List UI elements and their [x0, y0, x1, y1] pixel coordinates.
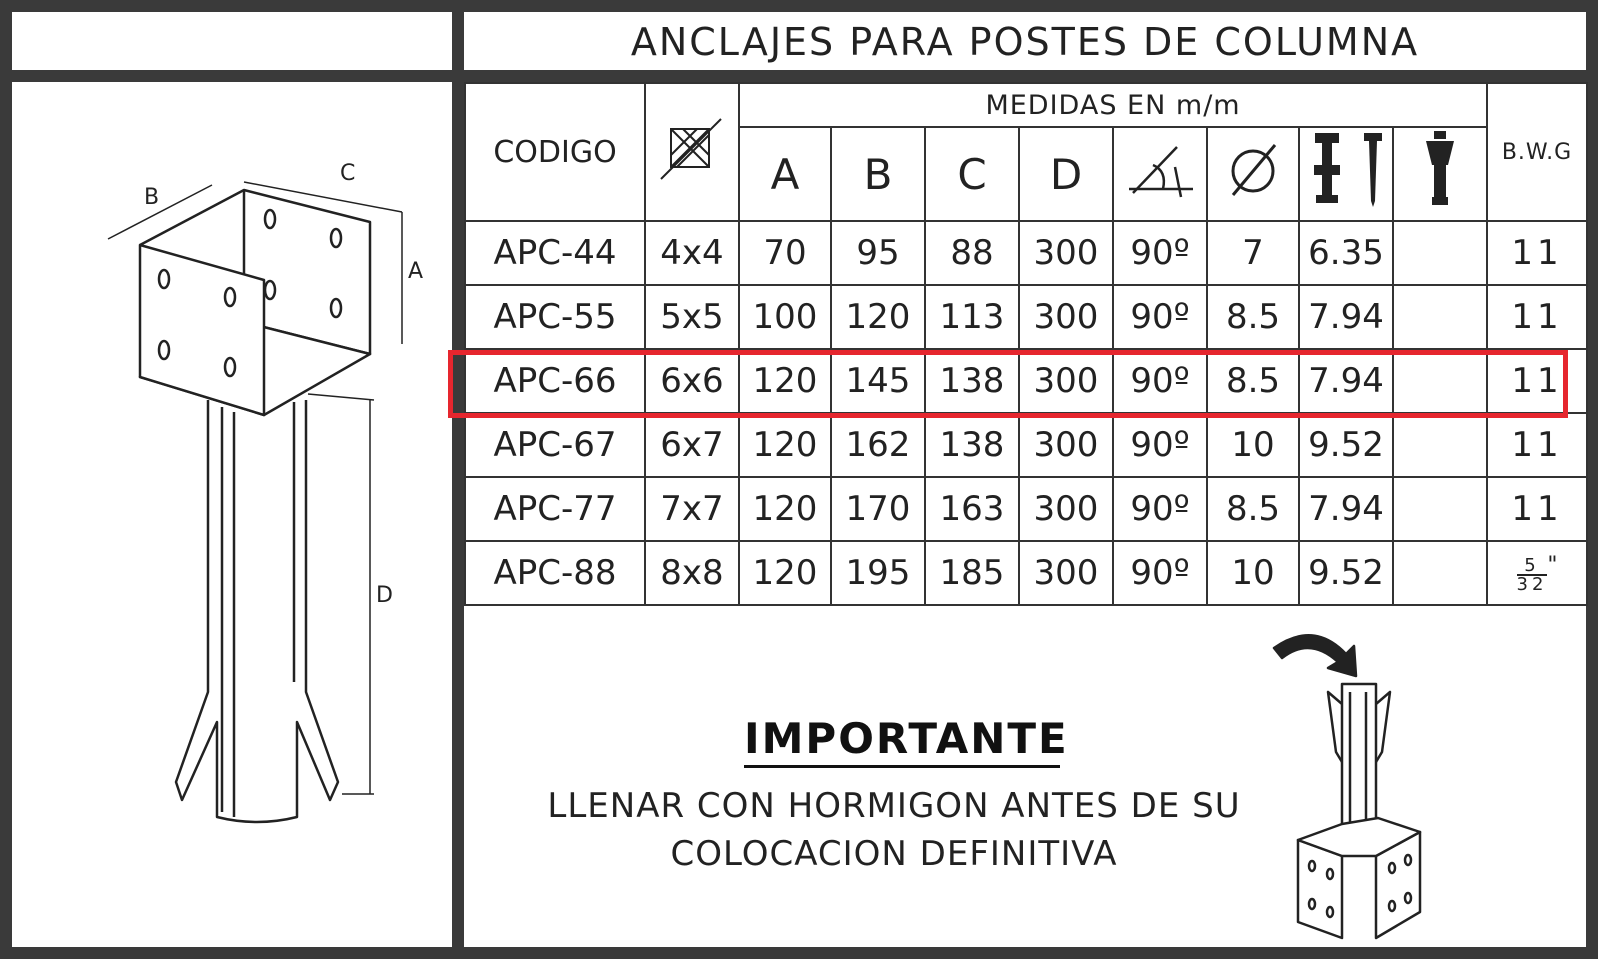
row-angle: 90º: [1113, 221, 1207, 285]
row-d: 300: [1019, 221, 1113, 285]
row-d: 300: [1019, 413, 1113, 477]
row-bwg: 11: [1487, 413, 1587, 477]
row-diameter: 8.5: [1207, 349, 1299, 413]
row-bolt: 9.52: [1299, 541, 1393, 605]
row-bwg-fraction: [1487, 541, 1587, 605]
dimension-label-c: C: [340, 161, 356, 186]
row-code: APC-77: [465, 477, 645, 541]
row-wall-plug: [1393, 221, 1487, 285]
dimension-label-a: A: [408, 259, 424, 284]
header-a: A: [739, 127, 831, 221]
diameter-icon: [1223, 139, 1283, 199]
row-angle: 90º: [1113, 349, 1207, 413]
header-post-section: [645, 83, 739, 221]
row-b: 170: [831, 477, 925, 541]
header-wall-plug: [1393, 127, 1487, 221]
row-bolt: 9.52: [1299, 413, 1393, 477]
header-bwg: B.W.G: [1487, 83, 1587, 221]
row-c: 113: [925, 285, 1019, 349]
row-size: 5x5: [645, 285, 739, 349]
table-row: [465, 413, 1587, 477]
row-c: 138: [925, 349, 1019, 413]
filling-diagram: [1254, 612, 1454, 942]
row-a: 120: [739, 349, 831, 413]
bwg-fraction-denominator: 32: [1516, 573, 1548, 595]
header-d: D: [1019, 127, 1113, 221]
row-b: 120: [831, 285, 925, 349]
header-diameter: [1207, 127, 1299, 221]
row-bwg: 11: [1487, 221, 1587, 285]
row-b: 95: [831, 221, 925, 285]
notice-text-line2: COLOCACION DEFINITIVA: [670, 834, 1118, 874]
page-title: ANCLAJES PARA POSTES DE COLUMNA: [630, 20, 1420, 64]
anchor-drawing-panel: [12, 82, 452, 947]
table-row: [465, 285, 1587, 349]
row-bwg: 11: [1487, 477, 1587, 541]
header-bolt: [1299, 127, 1393, 221]
row-code: APC-67: [465, 413, 645, 477]
row-b: 195: [831, 541, 925, 605]
header-medidas: MEDIDAS EN m/m: [739, 83, 1487, 127]
row-wall-plug: [1393, 349, 1487, 413]
row-a: 120: [739, 477, 831, 541]
row-diameter: 10: [1207, 413, 1299, 477]
row-a: 120: [739, 541, 831, 605]
row-a: 120: [739, 413, 831, 477]
row-size: 8x8: [645, 541, 739, 605]
post-anchor-drawing: [12, 82, 452, 947]
row-d: 300: [1019, 477, 1113, 541]
notice-text-line1: LLENAR CON HORMIGON ANTES DE SU: [547, 786, 1241, 826]
spec-table-panel: [464, 82, 1586, 947]
bolt-nut-icon: [1307, 129, 1347, 209]
row-c: 88: [925, 221, 1019, 285]
header-b: B: [831, 127, 925, 221]
row-bolt: 7.94: [1299, 477, 1393, 541]
row-size: 6x6: [645, 349, 739, 413]
header-angle: [1113, 127, 1207, 221]
title-panel: [464, 12, 1586, 70]
row-wall-plug: [1393, 285, 1487, 349]
row-size: 4x4: [645, 221, 739, 285]
row-c: 185: [925, 541, 1019, 605]
post-cross-section-icon: [657, 115, 727, 185]
table-row: [465, 221, 1587, 285]
row-size: 7x7: [645, 477, 739, 541]
row-d: 300: [1019, 541, 1113, 605]
fill-arrow-icon: [1274, 635, 1356, 676]
row-diameter: 7: [1207, 221, 1299, 285]
row-d: 300: [1019, 349, 1113, 413]
row-bwg: 11: [1487, 285, 1587, 349]
row-c: 138: [925, 413, 1019, 477]
bwg-fraction-numerator: 5: [1517, 557, 1548, 576]
shaft: [176, 400, 338, 822]
angle-icon: [1123, 137, 1197, 201]
row-bolt: 7.94: [1299, 285, 1393, 349]
row-code: APC-88: [465, 541, 645, 605]
table-row-highlighted: [465, 349, 1587, 413]
row-diameter: 10: [1207, 541, 1299, 605]
row-diameter: 8.5: [1207, 285, 1299, 349]
row-wall-plug: [1393, 541, 1487, 605]
table-row: [465, 541, 1587, 605]
row-size: 6x7: [645, 413, 739, 477]
header-c: C: [925, 127, 1019, 221]
row-wall-plug: [1393, 477, 1487, 541]
row-code: APC-44: [465, 221, 645, 285]
screw-icon: [1361, 129, 1385, 209]
row-angle: 90º: [1113, 541, 1207, 605]
bwg-fraction: [1516, 554, 1548, 595]
table-row: [465, 477, 1587, 541]
wall-plug-icon: [1420, 129, 1460, 209]
row-c: 163: [925, 477, 1019, 541]
bwg-fraction-unit: ": [1547, 553, 1558, 578]
row-bolt: 6.35: [1299, 221, 1393, 285]
row-b: 162: [831, 413, 925, 477]
header-codigo: CODIGO: [465, 83, 645, 221]
row-b: 145: [831, 349, 925, 413]
row-angle: 90º: [1113, 413, 1207, 477]
row-a: 100: [739, 285, 831, 349]
top-left-blank-panel: [12, 12, 452, 70]
row-wall-plug: [1393, 413, 1487, 477]
dimension-label-d: D: [376, 583, 393, 608]
row-bolt: 7.94: [1299, 349, 1393, 413]
row-code: APC-55: [465, 285, 645, 349]
row-d: 300: [1019, 285, 1113, 349]
notice-title: IMPORTANTE: [744, 714, 1060, 768]
dimension-label-b: B: [144, 185, 160, 210]
row-bwg: 11: [1487, 349, 1587, 413]
row-a: 70: [739, 221, 831, 285]
row-code: APC-66: [465, 349, 645, 413]
row-angle: 90º: [1113, 477, 1207, 541]
row-angle: 90º: [1113, 285, 1207, 349]
row-diameter: 8.5: [1207, 477, 1299, 541]
spec-table: [464, 82, 1588, 606]
notice-text: [494, 782, 1294, 878]
